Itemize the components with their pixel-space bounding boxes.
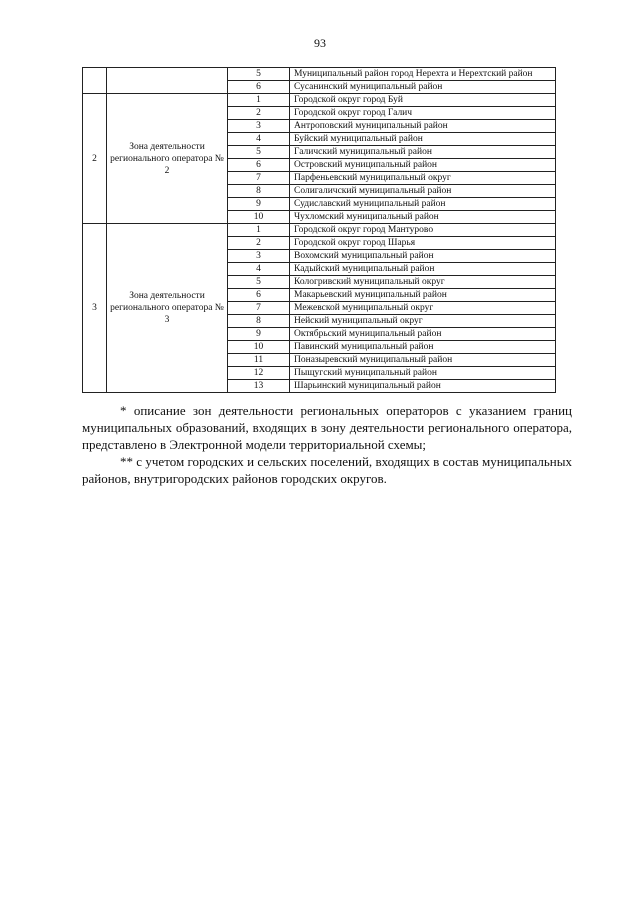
municipality-name: Городской округ город Шарья bbox=[290, 237, 556, 250]
row-index: 9 bbox=[228, 198, 290, 211]
municipality-name: Пыщугский муниципальный район bbox=[290, 367, 556, 380]
municipality-name: Октябрьский муниципальный район bbox=[290, 328, 556, 341]
row-index: 1 bbox=[228, 224, 290, 237]
table-row bbox=[83, 68, 556, 81]
municipality-name: Макарьевский муниципальный район bbox=[290, 289, 556, 302]
municipality-name: Городской округ город Галич bbox=[290, 107, 556, 120]
footnote-zones-description: * описание зон деятельности региональных операторов с указанием границ муниципальных образований, входящих в зону деятельности регионального оператора, представлено в Электронной модели территориальной схемы; bbox=[82, 403, 572, 452]
row-index: 6 bbox=[228, 289, 290, 302]
table-row bbox=[83, 224, 556, 237]
row-index: 2 bbox=[228, 107, 290, 120]
municipality-name: Шарьинский муниципальный район bbox=[290, 380, 556, 393]
row-index: 5 bbox=[228, 68, 290, 81]
table-row bbox=[83, 94, 556, 107]
municipality-name: Парфеньевский муниципальный округ bbox=[290, 172, 556, 185]
row-index: 13 bbox=[228, 380, 290, 393]
municipality-name: Павинский муниципальный район bbox=[290, 341, 556, 354]
municipality-name: Городской округ город Мантурово bbox=[290, 224, 556, 237]
row-index: 10 bbox=[228, 211, 290, 224]
row-index: 7 bbox=[228, 302, 290, 315]
row-index: 3 bbox=[228, 250, 290, 263]
row-index: 6 bbox=[228, 81, 290, 94]
municipality-name: Островский муниципальный район bbox=[290, 159, 556, 172]
zone-number-cell: 3 bbox=[83, 224, 107, 393]
footnote-settlements: ** с учетом городских и сельских поселений, входящих в состав муниципальных районов, внутригородских районов городских округов. bbox=[82, 454, 572, 486]
row-index: 5 bbox=[228, 276, 290, 289]
municipality-name: Муниципальный район город Нерехта и Нерехтский район bbox=[290, 68, 556, 81]
zone-name-cell: Зона деятельности регионального оператора № 2 bbox=[107, 94, 228, 224]
municipality-name: Нейский муниципальный округ bbox=[290, 315, 556, 328]
row-index: 1 bbox=[228, 94, 290, 107]
municipality-name: Межевской муниципальный округ bbox=[290, 302, 556, 315]
row-index: 10 bbox=[228, 341, 290, 354]
municipality-name: Галичский муниципальный район bbox=[290, 146, 556, 159]
municipality-name: Городской округ город Буй bbox=[290, 94, 556, 107]
row-index: 9 bbox=[228, 328, 290, 341]
footnotes bbox=[82, 402, 572, 487]
municipality-name: Вохомский муниципальный район bbox=[290, 250, 556, 263]
page-number: 93 bbox=[314, 36, 326, 50]
row-index: 11 bbox=[228, 354, 290, 367]
row-index: 5 bbox=[228, 146, 290, 159]
zone-number-cell bbox=[83, 68, 107, 94]
row-index: 6 bbox=[228, 159, 290, 172]
zone-name-cell bbox=[107, 68, 228, 94]
row-index: 3 bbox=[228, 120, 290, 133]
zone-name-cell: Зона деятельности регионального оператора № 3 bbox=[107, 224, 228, 393]
row-index: 4 bbox=[228, 263, 290, 276]
row-index: 8 bbox=[228, 185, 290, 198]
municipality-name: Чухломский муниципальный район bbox=[290, 211, 556, 224]
municipality-name: Солигаличский муниципальный район bbox=[290, 185, 556, 198]
row-index: 2 bbox=[228, 237, 290, 250]
municipality-name: Буйский муниципальный район bbox=[290, 133, 556, 146]
zones-table bbox=[82, 67, 556, 393]
municipality-name: Поназыревский муниципальный район bbox=[290, 354, 556, 367]
row-index: 7 bbox=[228, 172, 290, 185]
municipality-name: Кадыйский муниципальный район bbox=[290, 263, 556, 276]
municipality-name: Сусанинский муниципальный район bbox=[290, 81, 556, 94]
row-index: 4 bbox=[228, 133, 290, 146]
municipality-name: Антроповский муниципальный район bbox=[290, 120, 556, 133]
municipality-name: Судиславский муниципальный район bbox=[290, 198, 556, 211]
row-index: 12 bbox=[228, 367, 290, 380]
municipality-name: Кологривский муниципальный округ bbox=[290, 276, 556, 289]
row-index: 8 bbox=[228, 315, 290, 328]
zone-number-cell: 2 bbox=[83, 94, 107, 224]
